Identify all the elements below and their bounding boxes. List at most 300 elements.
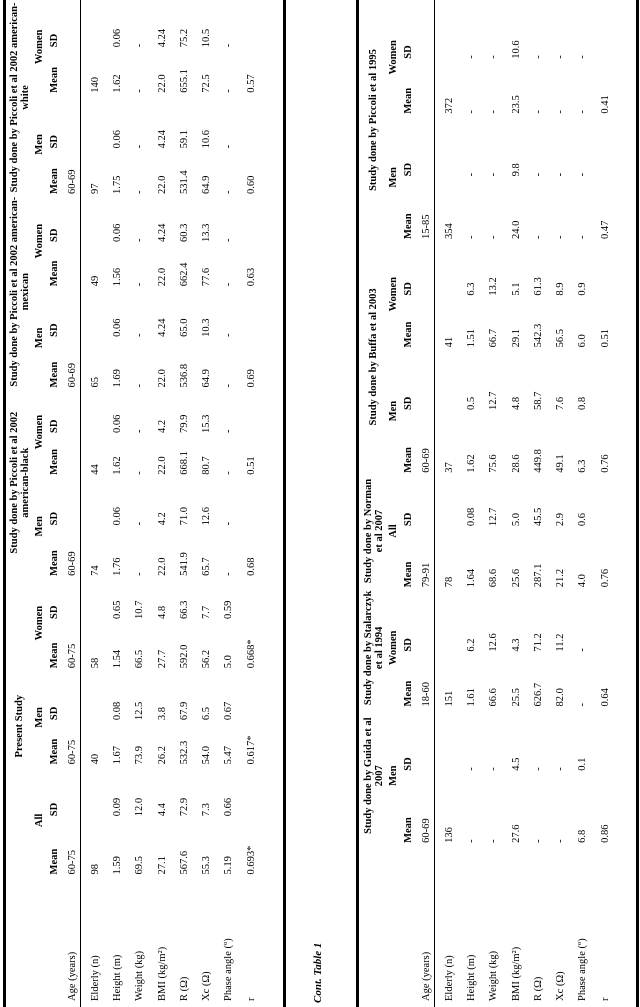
table1-subgroup: Men — [34, 516, 46, 537]
row-label: Weight (kg) — [488, 950, 500, 1001]
table-cell: 0.57 — [245, 74, 257, 93]
table-row — [129, 0, 151, 1007]
table-cell: 65 — [89, 376, 101, 388]
table-cell: 541.9 — [178, 552, 190, 576]
table-cell: 41 — [443, 336, 455, 348]
table1-subgroup: All — [34, 813, 46, 828]
table-cell: - — [465, 839, 477, 843]
stat-header: Mean — [49, 67, 61, 93]
table1-group-header: Study done by Piccoli et al 2002 american-black — [8, 411, 31, 554]
table-cell: 1.61 — [465, 688, 477, 707]
table-cell: 4.24 — [156, 318, 168, 337]
table-cell: 0.8 — [577, 396, 589, 411]
row-label: Elderly (n) — [443, 955, 455, 1001]
table-cell: 25.5 — [510, 688, 522, 707]
table-cell: - — [532, 55, 544, 59]
table-cell: 22.0 — [156, 369, 168, 388]
table-cell: 1.62 — [465, 454, 477, 473]
table-cell: 4.2 — [156, 512, 168, 526]
table-cell: 22.0 — [156, 456, 168, 475]
table1-header-rule — [80, 0, 81, 1007]
table-cell: 6.3 — [465, 282, 477, 296]
table-cell: 56.2 — [201, 649, 213, 669]
table-cell: 60-69 — [421, 818, 433, 843]
table-cell — [240, 388, 262, 434]
table-cell: 1.62 — [111, 74, 123, 93]
stat-header: SD — [403, 282, 415, 296]
table-cell: - — [555, 110, 567, 114]
row-label: Weight (kg) — [134, 950, 146, 1001]
table1-subgroup: Men — [34, 327, 46, 349]
table-cell: - — [223, 521, 235, 526]
table-cell: 61.3 — [532, 277, 544, 296]
stat-header: SD — [403, 512, 415, 527]
table-cell: - — [488, 839, 500, 843]
table-cell — [240, 669, 262, 721]
table1-subgroup: Women — [34, 605, 46, 641]
table-cell — [240, 287, 262, 338]
table-row — [151, 0, 173, 1007]
table-cell — [594, 240, 616, 297]
table-cell: 82.0 — [555, 688, 567, 707]
table-cell: 0.06 — [111, 28, 123, 48]
table-cell — [594, 115, 616, 178]
row-label: r — [245, 997, 257, 1001]
table-cell: 65.0 — [178, 318, 190, 337]
table-cell: 4.24 — [156, 28, 168, 48]
stat-header: SD — [49, 511, 61, 526]
table-cell: 13.2 — [488, 277, 500, 296]
table-cell: 626.7 — [532, 682, 544, 707]
stat-header: SD — [403, 162, 415, 177]
stat-header: SD — [49, 802, 61, 817]
table-cell: - — [223, 333, 235, 337]
table-cell: 27.6 — [510, 824, 522, 843]
table-cell — [84, 287, 106, 338]
table-cell: 75.6 — [488, 454, 500, 473]
table-cell — [594, 474, 616, 527]
table-cell: - — [134, 282, 146, 287]
table2-group-header: Study done by Norman et al 2007 — [362, 478, 385, 584]
row-label: Height (m) — [111, 954, 123, 1001]
table-cell: 5.47 — [223, 746, 235, 765]
stat-header: SD — [49, 323, 61, 337]
table-cell: 0.51 — [599, 328, 611, 348]
table-cell: 12.0 — [134, 797, 146, 817]
row-label: BMI (kg/m²) — [510, 946, 522, 1001]
table-cell: - — [223, 383, 235, 388]
table-cell: 0.64 — [599, 688, 611, 707]
table-cell: 58.7 — [532, 391, 544, 411]
table-cell: 0.06 — [111, 506, 123, 526]
table-cell: 74 — [89, 565, 101, 576]
table-cell: - — [134, 43, 146, 48]
table-cell: 64.9 — [201, 175, 213, 194]
row-label: Age (years) — [421, 951, 433, 1001]
table-cell — [240, 195, 262, 243]
table-cell: - — [555, 767, 567, 771]
table-cell: - — [532, 839, 544, 843]
table-cell: 6.3 — [577, 459, 589, 473]
table-cell: - — [134, 429, 146, 433]
table-row — [84, 0, 106, 1007]
table2-group-header: Study done by Piccoli et al 1995 — [368, 49, 380, 191]
stat-header: SD — [403, 45, 415, 59]
table-cell — [84, 669, 106, 721]
stat-header: Mean — [49, 361, 61, 388]
table-cell: 75.2 — [178, 28, 190, 48]
table-cell — [240, 476, 262, 527]
table-row — [107, 0, 129, 1007]
table-cell: 15-85 — [421, 214, 433, 240]
table-cell: 3.8 — [156, 707, 168, 721]
stat-header: Mean — [403, 321, 415, 348]
table-cell: 12.7 — [488, 391, 500, 411]
table-cell: 0.06 — [111, 318, 123, 337]
table-cell: 44 — [89, 464, 101, 475]
table2-group-header: Study done by Buffa et al 2003 — [368, 288, 380, 426]
table-cell: 4.3 — [510, 638, 522, 652]
table-cell: 45.5 — [532, 507, 544, 527]
table-cell: 66.6 — [488, 688, 500, 707]
table-cell: 5.0 — [223, 655, 235, 669]
table-cell: 5.19 — [223, 856, 235, 875]
table-row — [594, 0, 616, 1007]
table-cell: - — [134, 383, 146, 388]
table-cell — [240, 765, 262, 817]
stat-header: SD — [49, 228, 61, 242]
table-cell: - — [577, 172, 589, 177]
table-cell — [240, 94, 262, 150]
table1-top-rule — [3, 0, 6, 1007]
table-cell: 542.3 — [532, 323, 544, 348]
table-cell — [84, 765, 106, 817]
table-cell: 65.7 — [201, 557, 213, 576]
table-cell: 60-75 — [67, 643, 79, 669]
stat-header: SD — [49, 134, 61, 149]
table-cell: 1.64 — [465, 568, 477, 588]
table-cell: 72.9 — [178, 797, 190, 817]
table-cell: 136 — [443, 827, 455, 843]
table-cell: 151 — [443, 690, 455, 707]
table-cell: 1.75 — [111, 175, 123, 194]
table-cell: 0.47 — [599, 220, 611, 240]
table-cell: 55.3 — [201, 856, 213, 875]
stat-header: Mean — [403, 213, 415, 240]
table-cell: 1.56 — [111, 267, 123, 287]
table-cell: 655.1 — [178, 69, 190, 93]
table-cell: 0.76 — [599, 568, 611, 588]
table-cell: 59.1 — [178, 130, 190, 149]
table-cell: - — [465, 767, 477, 771]
stat-header: Mean — [403, 817, 415, 843]
table-cell: 37 — [443, 462, 455, 473]
table-cell: 0.69 — [245, 369, 257, 388]
table-row — [505, 0, 527, 1007]
stat-header: Mean — [49, 738, 61, 765]
row-label: r — [599, 997, 611, 1001]
table-cell: 29.1 — [510, 328, 522, 348]
table-cell: 27.7 — [156, 649, 168, 669]
row-label: R (Ω) — [532, 976, 544, 1001]
table2-subgroup: Men — [388, 765, 400, 786]
table-cell: 1.54 — [111, 649, 123, 669]
table-cell: 0.9 — [577, 282, 589, 296]
table2-subgroup: Women — [388, 630, 400, 666]
table-cell: 13.3 — [201, 223, 213, 242]
table-cell: 6.0 — [577, 334, 589, 348]
table-cell: - — [532, 767, 544, 771]
table2 — [362, 0, 617, 1007]
table1-subgroup: Men — [34, 134, 46, 155]
table2-subgroup: Women — [388, 276, 400, 312]
table-cell: 79.9 — [178, 414, 190, 433]
table-cell: 6.5 — [201, 707, 213, 721]
table-row — [483, 0, 505, 1007]
table-cell: 1.67 — [111, 746, 123, 765]
table-cell: 0.06 — [111, 223, 123, 242]
table-cell: 2.9 — [555, 512, 567, 527]
table-cell: 79-91 — [421, 562, 433, 588]
table-cell — [438, 0, 460, 60]
table-cell — [240, 0, 262, 48]
table-cell: - — [223, 89, 235, 93]
table-cell: - — [488, 55, 500, 59]
table-cell: 0.617* — [245, 735, 257, 765]
table-row — [218, 0, 240, 1007]
table-cell: 10.5 — [201, 28, 213, 48]
table1-subgroup: Women — [34, 414, 46, 450]
table-cell: 0.41 — [599, 95, 611, 114]
stat-header: Mean — [49, 449, 61, 475]
table-cell — [84, 476, 106, 527]
table-cell: 6.2 — [465, 638, 477, 652]
table-cell — [438, 707, 460, 771]
table1-group-header: Study done by Piccoli et al 2002 american-mexican — [8, 196, 31, 387]
stat-header: Mean — [49, 260, 61, 287]
table-cell: - — [465, 110, 477, 114]
table-cell: - — [223, 572, 235, 576]
table-cell: 1.69 — [111, 369, 123, 388]
table-cell: 18-60 — [421, 681, 433, 707]
table-row — [572, 0, 594, 1007]
stat-header: Mean — [403, 680, 415, 707]
table-cell: 592.0 — [178, 644, 190, 669]
table-cell — [84, 0, 106, 48]
stat-header: SD — [403, 638, 415, 652]
table-cell: 60-75 — [67, 739, 79, 765]
row-label: Phase angle (º) — [223, 938, 235, 1001]
table-cell: 531.4 — [178, 170, 190, 194]
table-cell: 7.3 — [201, 803, 213, 817]
table-cell: 0.06 — [111, 130, 123, 149]
stat-header: Mean — [49, 550, 61, 576]
table1-bottom-rule — [283, 0, 286, 1007]
table-cell: 7.7 — [201, 605, 213, 619]
table-cell: 0.51 — [245, 456, 257, 475]
table2-subgroup: Men — [388, 400, 400, 422]
table-cell: 8.9 — [555, 282, 567, 296]
table-cell — [84, 577, 106, 620]
table2-group-header: Study done by Guida et al 2007 — [362, 717, 385, 834]
table-cell: - — [555, 235, 567, 240]
table-cell: 77.6 — [201, 267, 213, 287]
table-cell: 10.6 — [201, 130, 213, 149]
table-cell — [84, 94, 106, 150]
stat-header: Mean — [49, 168, 61, 194]
table-cell: - — [532, 235, 544, 240]
table2-top-rule — [356, 0, 359, 1007]
table2-subgroup: Women — [388, 40, 400, 75]
table-cell: 10.6 — [510, 40, 522, 59]
table-cell: - — [134, 333, 146, 337]
table-cell: 60-69 — [67, 169, 79, 194]
table-cell: - — [223, 43, 235, 48]
table-cell: - — [577, 235, 589, 240]
table-cell: 10.7 — [134, 600, 146, 619]
table-cell: 12.7 — [488, 507, 500, 527]
table-cell: 60.3 — [178, 223, 190, 242]
row-label: Age (years) — [67, 951, 79, 1001]
table-row — [438, 0, 460, 1007]
table-row — [527, 0, 549, 1007]
table-cell: 22.0 — [156, 267, 168, 287]
row-label: Xc (Ω) — [555, 971, 567, 1001]
table-cell: - — [577, 702, 589, 707]
table-cell: 24.0 — [510, 220, 522, 240]
table-cell: 7.6 — [555, 396, 567, 411]
table-cell: 0.693* — [245, 845, 257, 875]
table-cell: 73.9 — [134, 746, 146, 765]
table-cell: 27.1 — [156, 856, 168, 875]
table-cell: 78 — [443, 576, 455, 588]
table-cell: 60-69 — [67, 362, 79, 388]
table-cell: 4.4 — [156, 803, 168, 817]
table-cell: 0.67 — [223, 701, 235, 721]
table-caption: Cont. Table 1 — [312, 942, 324, 1003]
table-cell: 0.65 — [111, 600, 123, 619]
table-cell — [594, 588, 616, 652]
stat-header: SD — [49, 33, 61, 48]
table-cell: 0.08 — [465, 507, 477, 527]
table1-subgroup: Women — [34, 29, 46, 65]
table-cell — [84, 195, 106, 243]
table-cell: 49.1 — [555, 454, 567, 473]
stat-header: Mean — [403, 447, 415, 473]
table-cell: 4.2 — [156, 419, 168, 433]
table-cell — [438, 348, 460, 411]
table-row — [173, 0, 195, 1007]
stat-header: Mean — [49, 848, 61, 875]
stat-header: Mean — [403, 87, 415, 114]
table-cell: - — [488, 235, 500, 240]
table-cell: 0.09 — [111, 797, 123, 817]
table-cell: 372 — [443, 97, 455, 114]
table-cell: - — [223, 471, 235, 475]
stat-header: SD — [49, 419, 61, 433]
table-cell — [438, 240, 460, 297]
table-cell: 22.0 — [156, 175, 168, 194]
table-cell: 5.0 — [510, 512, 522, 527]
table-cell: - — [134, 471, 146, 475]
table-cell: - — [134, 144, 146, 149]
table-cell: 1.62 — [111, 456, 123, 475]
table-row — [240, 0, 262, 1007]
table1-subgroup: Men — [34, 707, 46, 728]
table-cell: - — [134, 238, 146, 242]
table-cell: - — [223, 429, 235, 433]
table-cell: 6.8 — [577, 829, 589, 843]
table-row — [196, 0, 218, 1007]
row-label: Height (m) — [465, 954, 477, 1001]
table-cell — [438, 115, 460, 178]
table-cell: 567.6 — [178, 850, 190, 875]
table-cell: 69.5 — [134, 856, 146, 875]
table-cell: - — [577, 648, 589, 652]
table-cell: 4.8 — [510, 396, 522, 411]
table-cell: 56.5 — [555, 328, 567, 348]
table1-subgroup: Women — [34, 223, 46, 259]
row-label: BMI (kg/m²) — [156, 946, 168, 1001]
table-cell: 40 — [89, 753, 101, 765]
table-cell: 68.6 — [488, 568, 500, 588]
table-cell: 287.1 — [532, 563, 544, 588]
table-cell — [438, 474, 460, 527]
table-cell: 22.0 — [156, 557, 168, 576]
table-cell: 354 — [443, 223, 455, 240]
table-cell: 1.76 — [111, 557, 123, 576]
table-cell — [594, 348, 616, 411]
table-row — [550, 0, 572, 1007]
table-cell: - — [577, 55, 589, 59]
table-cell: 4.0 — [577, 574, 589, 588]
table-cell: - — [465, 172, 477, 177]
stat-header: SD — [403, 757, 415, 771]
table-cell: 449.8 — [532, 449, 544, 473]
table-cell: 0.6 — [577, 512, 589, 527]
table-cell: 662.4 — [178, 262, 190, 287]
table-cell: 532.3 — [178, 740, 190, 765]
table1-group-header: Study done by Piccoli et al 2002 american-white — [8, 2, 31, 193]
table-cell — [594, 707, 616, 771]
table-cell: 54.0 — [201, 746, 213, 765]
table-cell: 25.6 — [510, 568, 522, 588]
table-cell: 49 — [89, 275, 101, 287]
table-cell: - — [223, 282, 235, 287]
table-cell: - — [465, 55, 477, 59]
table-cell: 5.1 — [510, 282, 522, 296]
table-cell: - — [577, 110, 589, 114]
table-cell: 98 — [89, 863, 101, 875]
table-cell: 66.7 — [488, 328, 500, 348]
table-cell: 9.8 — [510, 163, 522, 177]
table-cell: 66.3 — [178, 600, 190, 619]
table-cell: 72.5 — [201, 74, 213, 93]
stat-header: SD — [49, 706, 61, 721]
table-row — [461, 0, 483, 1007]
table-cell: 12.6 — [488, 633, 500, 652]
table-cell: - — [488, 172, 500, 177]
table-cell — [594, 0, 616, 60]
table2-subgroup: All — [388, 524, 400, 538]
table-cell: 66.5 — [134, 649, 146, 669]
row-label: Elderly (n) — [89, 955, 101, 1001]
table-cell: 71.2 — [532, 633, 544, 652]
table-cell: 60-69 — [421, 448, 433, 473]
stat-header: SD — [49, 605, 61, 619]
table-cell: - — [532, 110, 544, 114]
table-cell: 0.5 — [465, 396, 477, 411]
